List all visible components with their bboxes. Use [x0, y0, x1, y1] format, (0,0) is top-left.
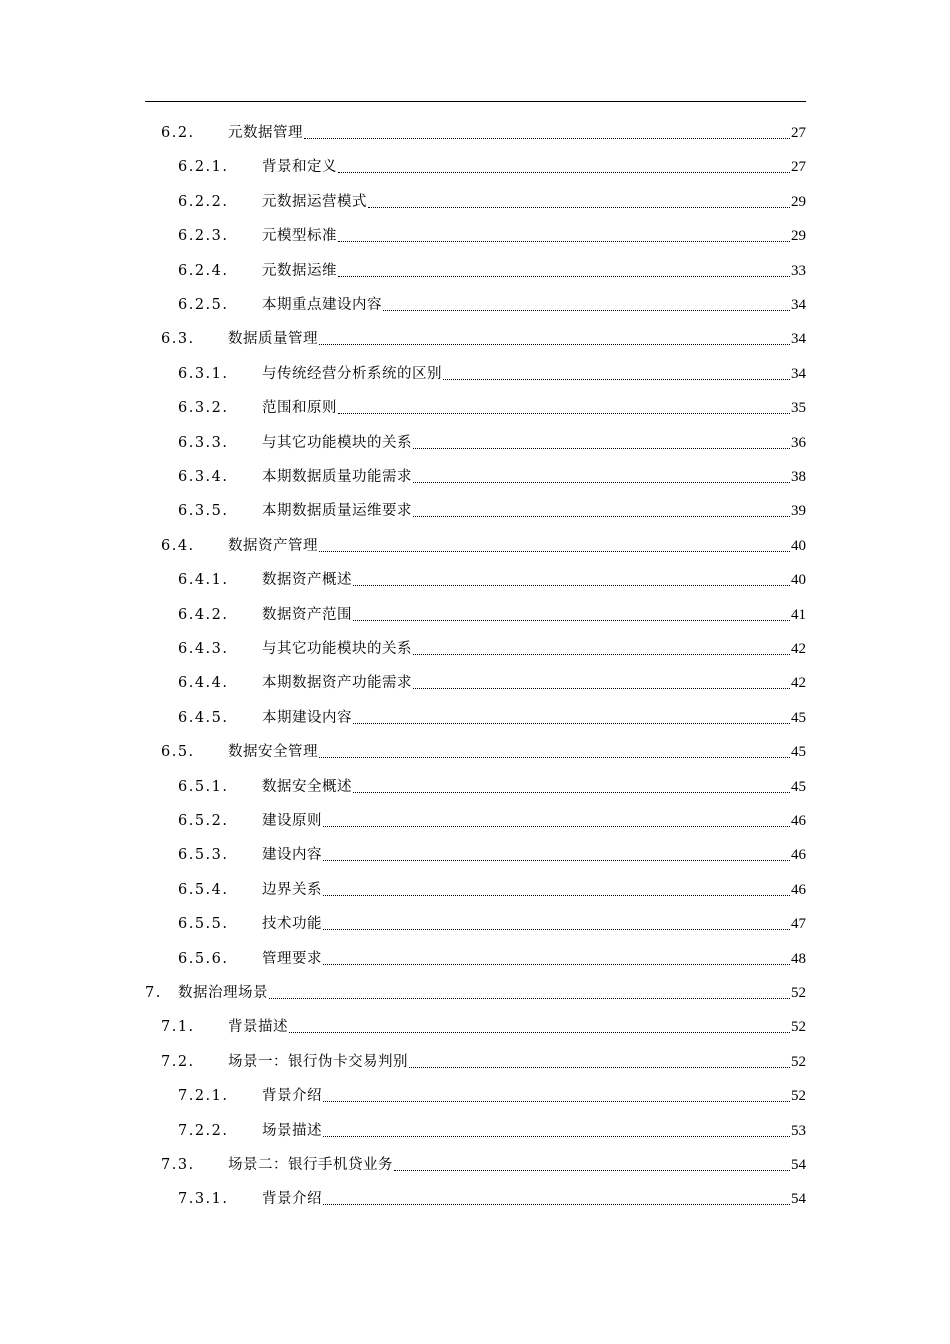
toc-entry-title: 背景和定义 [262, 159, 337, 176]
toc-entry-title: 场景一：银行伪卡交易判别 [228, 1053, 408, 1070]
toc-dot-leader [413, 666, 790, 700]
toc-entry-page-number: 52 [791, 985, 806, 1001]
toc-entry-page-number: 36 [791, 434, 806, 451]
toc-entry-number: 6.5.1. [178, 778, 229, 795]
header-rule [145, 101, 806, 102]
toc-entry-number: 6.2. [161, 125, 195, 141]
toc-entry-title: 背景描述 [228, 1019, 288, 1036]
toc-entry-number: 7.3. [161, 1157, 195, 1173]
toc-entry-page-number: 39 [791, 503, 806, 520]
toc-entry-title: 本期数据质量功能需求 [262, 469, 412, 485]
toc-entry-page-number: 34 [791, 297, 806, 313]
toc-entry[interactable] [178, 1114, 806, 1148]
toc-entry[interactable] [161, 1045, 806, 1079]
toc-dot-leader [323, 1114, 790, 1148]
toc-entry-page-number: 52 [791, 1088, 806, 1105]
toc-entry-title: 元数据运维 [262, 262, 337, 279]
toc-entry-number: 7.3.1. [178, 1191, 229, 1208]
toc-entry-title: 管理要求 [262, 950, 322, 967]
toc-entry-title: 本期重点建设内容 [262, 297, 382, 313]
toc-entry-page-number: 46 [791, 847, 806, 864]
toc-entry-page-number: 46 [791, 813, 806, 829]
toc-dot-leader [413, 632, 790, 666]
toc-entry[interactable] [178, 907, 806, 941]
toc-entry[interactable] [145, 976, 806, 1010]
toc-entry-page-number: 38 [791, 469, 806, 485]
toc-entry-page-number: 45 [791, 778, 806, 795]
toc-dot-leader [413, 460, 790, 494]
toc-dot-leader [323, 838, 790, 872]
toc-dot-leader [353, 598, 790, 632]
toc-entry-title: 数据治理场景 [178, 985, 268, 1001]
toc-dot-leader [338, 254, 790, 288]
toc-entry-number: 6.3.5. [178, 503, 229, 520]
toc-entry-number: 6.4. [161, 537, 195, 554]
toc-entry-number: 6.4.4. [178, 675, 229, 692]
toc-dot-leader [409, 1045, 790, 1079]
toc-entry[interactable] [178, 494, 806, 528]
toc-dot-leader [338, 150, 790, 184]
toc-entry-page-number: 33 [791, 262, 806, 279]
toc-entry[interactable] [178, 666, 806, 700]
toc-entry-title: 元模型标准 [262, 228, 337, 245]
toc-dot-leader [338, 391, 790, 425]
toc-dot-leader [304, 116, 790, 150]
toc-entry-page-number: 40 [791, 537, 806, 554]
toc-entry[interactable] [161, 1010, 806, 1044]
toc-entry-title: 数据质量管理 [228, 331, 318, 348]
toc-entry[interactable] [178, 942, 806, 976]
toc-entry-number: 6.5.6. [178, 950, 229, 967]
toc-entry[interactable] [178, 1182, 806, 1216]
toc-entry-title: 元数据管理 [228, 125, 303, 141]
toc-entry[interactable] [178, 185, 806, 219]
toc-entry-number: 6.5. [161, 744, 195, 761]
toc-entry[interactable] [178, 770, 806, 804]
toc-dot-leader [413, 426, 790, 460]
toc-entry[interactable] [178, 804, 806, 838]
toc-entry-page-number: 46 [791, 881, 806, 898]
toc-dot-leader [413, 494, 790, 528]
toc-entry-page-number: 47 [791, 916, 806, 933]
toc-dot-leader [368, 185, 790, 219]
toc-dot-leader [319, 322, 790, 356]
toc-entry-title: 数据安全管理 [228, 744, 318, 761]
toc-entry-page-number: 45 [791, 744, 806, 761]
toc-dot-leader [269, 976, 790, 1010]
toc-entry[interactable] [178, 701, 806, 735]
toc-entry[interactable] [178, 838, 806, 872]
toc-dot-leader [323, 907, 790, 941]
toc-entry[interactable] [178, 873, 806, 907]
toc-entry-page-number: 48 [791, 950, 806, 967]
toc-entry[interactable] [178, 288, 806, 322]
toc-entry[interactable] [161, 735, 806, 769]
toc-entry-title: 边界关系 [262, 881, 322, 898]
toc-entry-title: 本期数据资产功能需求 [262, 675, 412, 692]
toc-entry-title: 建设内容 [262, 847, 322, 864]
toc-entry[interactable] [178, 1079, 806, 1113]
toc-entry-title: 技术功能 [262, 916, 322, 933]
toc-dot-leader [353, 563, 790, 597]
toc-dot-leader [443, 357, 790, 391]
toc-entry-title: 元数据运营模式 [262, 193, 367, 210]
toc-entry-number: 6.5.4. [178, 881, 229, 898]
toc-entry-page-number: 27 [791, 159, 806, 176]
toc-entry-number: 7.2. [161, 1053, 195, 1070]
toc-entry-page-number: 42 [791, 675, 806, 692]
toc-entry-number: 6.3. [161, 331, 195, 348]
toc-entry[interactable] [178, 563, 806, 597]
toc-entry-title: 数据资产范围 [262, 606, 352, 623]
toc-dot-leader [353, 770, 790, 804]
toc-entry-number: 7.2.1. [178, 1088, 229, 1105]
toc-entry[interactable] [161, 322, 806, 356]
toc-entry-number: 6.4.3. [178, 641, 229, 657]
toc-entry[interactable] [178, 254, 806, 288]
toc-entry[interactable] [178, 219, 806, 253]
toc-dot-leader [323, 942, 790, 976]
toc-entry-number: 6.2.4. [178, 262, 229, 279]
toc-entry-number: 6.5.2. [178, 813, 229, 829]
toc-entry[interactable] [161, 1148, 806, 1182]
toc-entry-number: 6.3.3. [178, 434, 229, 451]
toc-entry-page-number: 40 [791, 572, 806, 589]
toc-entry-number: 7.1. [161, 1019, 195, 1036]
toc-entry-number: 6.4.1. [178, 572, 229, 589]
toc-dot-leader [319, 529, 790, 563]
toc-entry-page-number: 52 [791, 1053, 806, 1070]
toc-entry-number: 6.2.1. [178, 159, 229, 176]
toc-entry-number: 6.5.5. [178, 916, 229, 933]
toc-entry-number: 6.2.2. [178, 193, 229, 210]
toc-dot-leader [319, 735, 790, 769]
toc-entry-number: 6.3.4. [178, 469, 229, 485]
toc-dot-leader [323, 804, 790, 838]
toc-dot-leader [353, 701, 790, 735]
toc-entry[interactable] [178, 357, 806, 391]
toc-entry[interactable] [178, 391, 806, 425]
toc-entry-title: 背景介绍 [262, 1191, 322, 1208]
toc-entry-number: 6.2.5. [178, 297, 229, 313]
toc-entry-page-number: 42 [791, 641, 806, 657]
toc-entry-page-number: 53 [791, 1122, 806, 1139]
toc-dot-leader [323, 873, 790, 907]
toc-entry-page-number: 34 [791, 365, 806, 382]
toc-entry-number: 6.5.3. [178, 847, 229, 864]
toc-entry-title: 建设原则 [262, 813, 322, 829]
toc-dot-leader [323, 1182, 790, 1216]
toc-dot-leader [338, 219, 790, 253]
toc-entry-title: 与传统经营分析系统的区别 [262, 365, 442, 382]
toc-entry[interactable] [178, 426, 806, 460]
toc-entry-page-number: 34 [791, 331, 806, 348]
toc-entry-title: 本期建设内容 [262, 709, 352, 726]
toc-entry[interactable] [178, 150, 806, 184]
toc-entry-number: 6.3.1. [178, 365, 229, 382]
toc-entry[interactable] [178, 460, 806, 494]
toc-entry-page-number: 41 [791, 606, 806, 623]
toc-dot-leader [394, 1148, 790, 1182]
toc-entry-title: 数据资产管理 [228, 537, 318, 554]
toc-entry-title: 与其它功能模块的关系 [262, 434, 412, 451]
toc-entry-page-number: 27 [791, 125, 806, 141]
toc-entry-number: 6.4.2. [178, 606, 229, 623]
toc-entry-page-number: 52 [791, 1019, 806, 1036]
toc-entry-page-number: 54 [791, 1157, 806, 1173]
toc-entry-page-number: 35 [791, 400, 806, 417]
toc-entry-title: 数据安全概述 [262, 778, 352, 795]
toc-entry[interactable] [178, 598, 806, 632]
toc-entry[interactable] [178, 632, 806, 666]
toc-entry-number: 6.3.2. [178, 400, 229, 417]
toc-entry-number: 7.2.2. [178, 1122, 229, 1139]
toc-entry-number: 6.2.3. [178, 228, 229, 245]
toc-dot-leader [323, 1079, 790, 1113]
toc-dot-leader [289, 1010, 790, 1044]
toc-entry-title: 本期数据质量运维要求 [262, 503, 412, 520]
toc-entry-title: 数据资产概述 [262, 572, 352, 589]
toc-entry[interactable] [161, 529, 806, 563]
toc-entry-title: 背景介绍 [262, 1088, 322, 1105]
toc-entry-page-number: 29 [791, 228, 806, 245]
toc-entry-number: 7. [145, 985, 162, 1001]
toc-entry-title: 场景描述 [262, 1122, 322, 1139]
toc-entry-page-number: 45 [791, 709, 806, 726]
toc-entry-title: 与其它功能模块的关系 [262, 641, 412, 657]
toc-entry[interactable] [161, 116, 806, 150]
toc-dot-leader [383, 288, 790, 322]
toc-entry-title: 范围和原则 [262, 400, 337, 417]
toc-entry-page-number: 29 [791, 193, 806, 210]
toc-entry-page-number: 54 [791, 1191, 806, 1208]
toc-entry-title: 场景二：银行手机贷业务 [228, 1157, 393, 1173]
toc-entry-number: 6.4.5. [178, 709, 229, 726]
